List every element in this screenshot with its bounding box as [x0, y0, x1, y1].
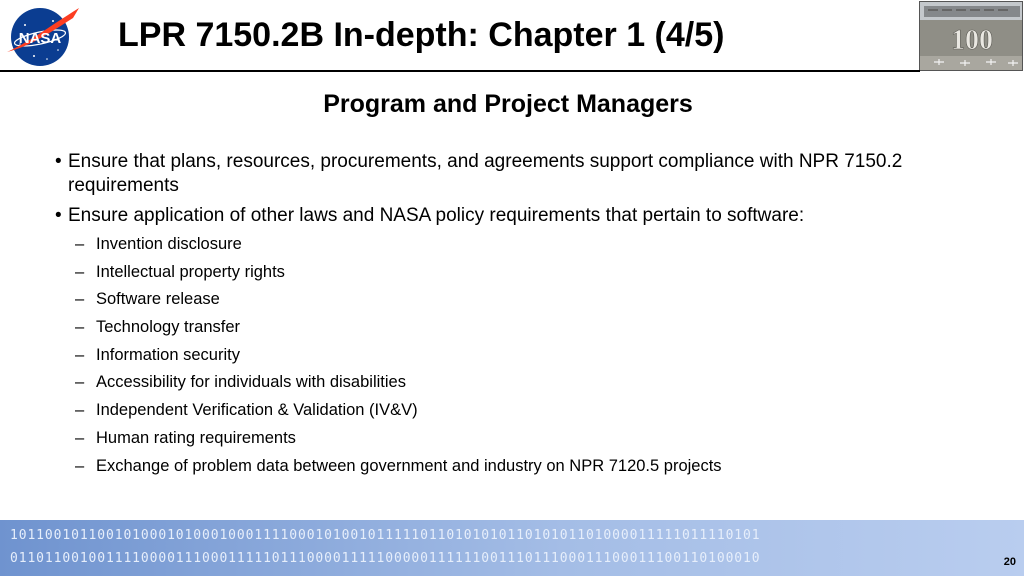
sub-bullet-list	[52, 234, 952, 476]
sub-bullet-item: – Accessibility for individuals with disabilities	[52, 372, 952, 392]
nasa-logo	[3, 4, 81, 68]
sub-bullet-item: – Technology transfer	[52, 317, 952, 337]
sub-bullet-item: – Independent Verification & Validation (IV&V)	[52, 400, 952, 420]
sub-bullet-item: – Invention disclosure	[52, 234, 952, 254]
slide-content	[52, 150, 952, 483]
sub-bullet-item: – Human rating requirements	[52, 428, 952, 448]
bullet-item: • Ensure that plans, resources, procurements, and agreements support compliance with NPR 7150.2 requirements	[52, 150, 952, 198]
page-number: 20	[1003, 556, 1016, 568]
sub-bullet-item: – Information security	[52, 345, 952, 365]
binary-pattern-row: 10110010110010100010100010001111000101001011111011010101011010101101000011111011110101	[10, 528, 761, 543]
bullet-item: • Ensure application of other laws and NASA policy requirements that pertain to software:	[52, 204, 952, 228]
langley-100-photo	[919, 1, 1023, 71]
sub-bullet-item: – Software release	[52, 289, 952, 309]
slide-subtitle: Program and Project Managers	[323, 90, 693, 118]
sub-bullet-item: – Intellectual property rights	[52, 262, 952, 282]
photo-caption: 100	[951, 25, 993, 56]
binary-pattern-row: 01101100100111100001110001111101110000111110000011111100111011100011100011100110100010	[10, 551, 761, 566]
page-title: LPR 7150.2B In-depth: Chapter 1 (4/5)	[118, 16, 725, 54]
sub-bullet-item: – Exchange of problem data between government and industry on NPR 7120.5 projects	[52, 456, 952, 476]
binary-footer-band	[0, 520, 1024, 576]
title-divider	[0, 70, 920, 72]
nasa-logo-text: NASA	[18, 30, 62, 47]
